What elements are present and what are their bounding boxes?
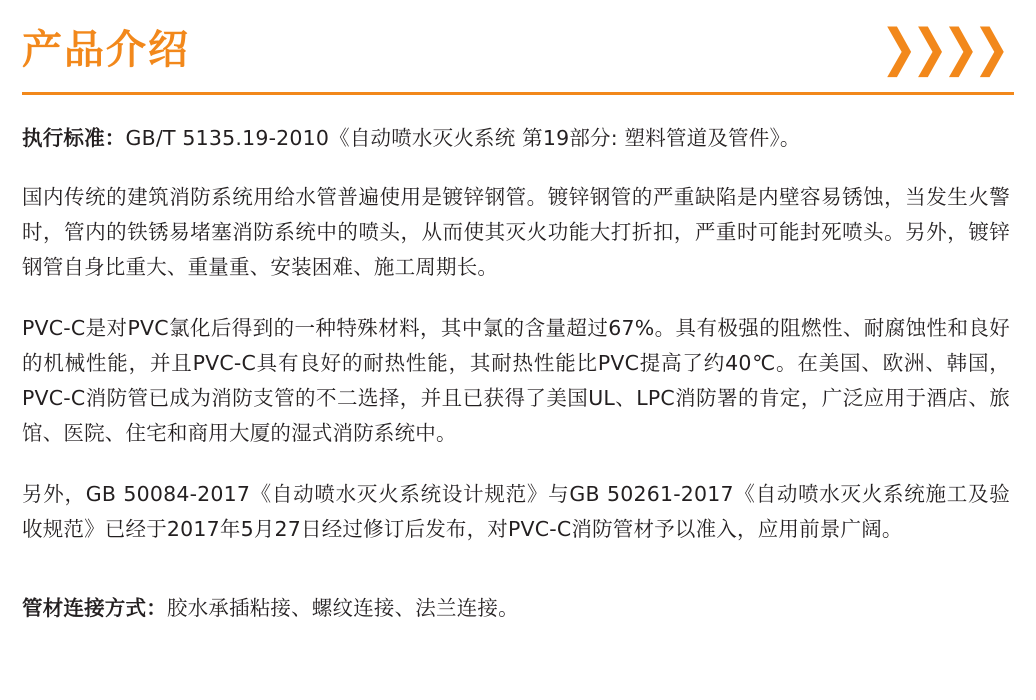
- paragraph: 另外，GB 50084-2017《自动喷水灭火系统设计规范》与GB 50261-2017《自动喷水灭火系统施工及验收规范》已经于2017年5月27日经过修订后发布，对PVC-C消防管材予以准入，应用前景广阔。: [22, 482, 1010, 541]
- chevron-right-icon: ❯: [880, 19, 918, 78]
- chevron-right-icon: ❯: [911, 19, 949, 78]
- chevron-right-icon: ❯: [942, 19, 980, 78]
- page-title: 产品介绍: [22, 27, 190, 73]
- connection-label: 管材连接方式：: [22, 596, 167, 620]
- double-chevron-right-icon: [880, 19, 1011, 78]
- connection-value: 胶水承插粘接、螺纹连接、法兰连接。: [166, 596, 519, 620]
- paragraph: PVC-C是对PVC氯化后得到的一种特殊材料，其中氯的含量超过67%。具有极强的阻燃性、耐腐蚀性和良好的机械性能，并且PVC-C具有良好的耐热性能，其耐热性能比PVC提高了约40℃。在美国、欧洲、韩国，PVC-C消防管已成为消防支管的不二选择，并且已获得了美国UL、LPC消防署的肯定，广泛应用于酒店、旅馆、医院、住宅和商用大厦的湿式消防系统中。: [22, 316, 1010, 445]
- chevron-right-icon: ❯: [973, 19, 1010, 78]
- section-spacer: [22, 573, 1010, 591]
- standard-label: 执行标准：: [22, 126, 126, 150]
- standard-line: [22, 121, 1010, 156]
- page-header: [0, 0, 1036, 92]
- connection-line: [22, 591, 1010, 626]
- paragraph: 国内传统的建筑消防系统用给水管普遍使用是镀锌钢管。镀锌钢管的严重缺陷是内壁容易锈蚀，当发生火警时，管内的铁锈易堵塞消防系统中的喷头，从而使其灭火功能大打折扣，严重时可能封死喷头。另外，镀锌钢管自身比重大、重量重、安装困难、施工周期长。: [22, 185, 1010, 279]
- standard-value: GB/T 5135.19-2010《自动喷水灭火系统 第19部分: 塑料管道及管件》。: [125, 126, 801, 150]
- page-content: [0, 95, 1036, 626]
